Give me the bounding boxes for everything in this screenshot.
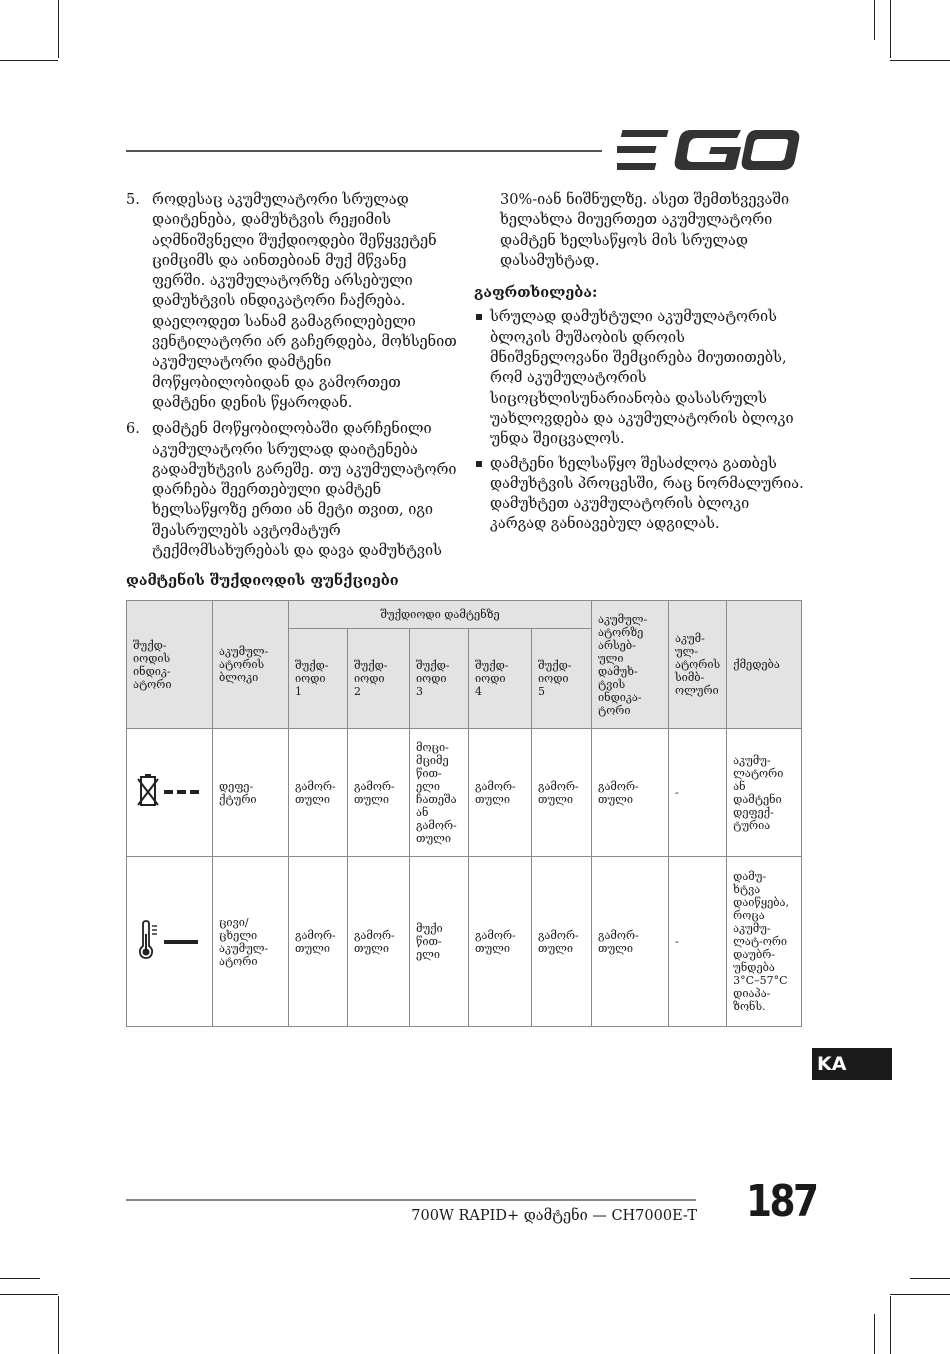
crop-mark	[58, 1296, 59, 1354]
warning-text: სრულად დამუხტული აკუმულატორის ბლოკის მუშაობის დროის მნიშვნელოვანი შემცირება მიუთითებს, რომ აკუმულატორის სიცოცხლისუნარიანობა დასასრულს უახლოვდება და აკუმულატორის ბლოკი უნდა შეიცვალოს.	[490, 309, 794, 448]
list-item	[474, 454, 804, 535]
list-item	[474, 307, 804, 449]
header-led: შუქდ- იოდი 3	[410, 629, 469, 729]
table-cell: გამორ- თული	[348, 857, 410, 1027]
ego-logo	[617, 128, 800, 172]
header-battery-indicator: აკუმულ- ატორზე არსებ- ული დამუხ- ტვის ინდიკა- ტორი	[592, 601, 669, 729]
list-item	[126, 190, 461, 413]
crop-mark	[890, 60, 950, 61]
crop-mark	[890, 1296, 891, 1354]
section-title: დამტენის შუქდიოდის ფუნქციები	[126, 572, 399, 589]
header-rule	[126, 150, 602, 152]
led-functions-table	[126, 600, 802, 1027]
step-text: დამტენ მოწყობილობაში დარჩენილი აკუმულატორი სრულად დაიტენება გადამუხტვის გარეშე. თუ აკუმულატორი დარჩება შეერთებული დამტენ ხელსაწყოზე ერთი ან მეტი თვით, იგი შეასრულებს ავტომატურ ტექმომსახურებას და დავა დამუხტვის	[152, 421, 457, 560]
header-battery-symbol: აკუმ- ულ- ატორის სიმბ- ოლური	[669, 601, 727, 729]
step-text: როდესაც აკუმულატორი სრულად დაიტენება, დამუხტვის რეჟიმის აღმნიშვნელი შუქდიოდები შეწყვეტენ ციმციმს და აინთებიან მუქ მწვანე ფერში. აკუმულატორზე არსებული დამუხტვის ინდიკატორი ჩაქრება. დაელოდეთ სანამ გამაგრილებელი ვენტილატორი არ გაჩერდება, მოხსენით აკუმულატორი დამტენი მოწყობილობიდან და გამორთეთ დამტენი დენის წყაროდან.	[152, 192, 457, 411]
icon-cell	[127, 857, 213, 1027]
table-cell: გამორ- თული	[469, 857, 532, 1027]
crop-mark	[874, 0, 875, 40]
table-row	[127, 729, 802, 857]
footer-rule	[126, 1199, 696, 1201]
header-led: შუქდ- იოდი 2	[348, 629, 410, 729]
table-cell: -	[669, 729, 727, 857]
left-column	[126, 190, 461, 567]
list-item	[126, 419, 461, 561]
table-cell: გამორ- თული	[289, 729, 348, 857]
warning-list	[474, 307, 804, 534]
table-cell: მოცი- მციმე წით- ელი ჩათეშა ან გამორ- თული	[410, 729, 469, 857]
warning-text: დამტენი ხელსაწყო შესაძლოა გათბეს დამუხტვის პროცესში, რაც ნორმალურია. დამუხტეთ აკუმულატორის ბლოკი კარგად განიავებულ ადგილას.	[490, 455, 804, 533]
header-led: შუქდ- იოდი 5	[532, 629, 592, 729]
table-cell: დეფე- ქტური	[213, 729, 289, 857]
crop-mark	[0, 60, 58, 61]
language-badge: KA	[812, 1048, 892, 1080]
table-cell: გამორ- თული	[348, 729, 410, 857]
table-row	[127, 857, 802, 1027]
step-number: 6.	[126, 421, 140, 438]
table-cell: გამორ- თული	[592, 857, 669, 1027]
table-cell: გამორ- თული	[532, 729, 592, 857]
table-cell: გამორ- თული	[469, 729, 532, 857]
header-led: შუქდ- იოდი 4	[469, 629, 532, 729]
bullet-icon	[476, 461, 482, 467]
table-cell: გამორ- თული	[532, 857, 592, 1027]
table-cell: გამორ- თული	[289, 857, 348, 1027]
defective-battery-icon	[136, 773, 204, 809]
crop-mark	[890, 1294, 950, 1295]
table-cell: აკუმუ- ლატორი ან დამტენი დეფექ- ტურია	[727, 729, 802, 857]
header-meaning: ქმედება	[727, 601, 802, 729]
crop-mark	[0, 1278, 40, 1279]
header-led: შუქდ- იოდი 1	[289, 629, 348, 729]
crop-mark	[58, 0, 59, 58]
table-cell: გამორ- თული	[592, 729, 669, 857]
icon-cell	[127, 729, 213, 857]
header-led-group: შუქდიოდი დამტენზე	[289, 601, 592, 629]
crop-mark	[874, 1314, 875, 1354]
header-indicator: შუქდ- იოდის ინდიკ- ატორი	[127, 601, 213, 729]
crop-mark	[0, 1294, 58, 1295]
table-cell: დამუ- ხტვა დაიწყება, როცა აკუმუ- ლატ-ორი დაუბრ- უნდება 3°C–57°C დიაპა- ზონს.	[727, 857, 802, 1027]
header-battery-pack: აკუმულ- ატორის ბლოკი	[213, 601, 289, 729]
thermometer-icon	[136, 920, 204, 960]
page-number: 187	[746, 1176, 817, 1227]
right-column	[474, 190, 804, 539]
step-number: 5.	[126, 192, 140, 208]
warning-title: გაფრთხილება:	[474, 284, 598, 302]
table-cell: -	[669, 857, 727, 1027]
footer-model: 700W RAPID+ დამტენი — CH7000E-T	[411, 1208, 697, 1224]
step-continuation: 30%-იან ნიშნულზე. ასეთ შემთხვევაში ხელახლა მიუერთეთ აკუმულატორი დამტენ ხელსაწყოს მის სრულად დასამუხტად.	[500, 192, 790, 269]
crop-mark	[890, 0, 891, 58]
bullet-icon	[476, 314, 482, 320]
crop-mark	[910, 1278, 950, 1279]
table-cell: მუქი წით- ელი	[410, 857, 469, 1027]
table-cell: ცივი/ ცხელი აკუმულ- ატორი	[213, 857, 289, 1027]
steps-list	[126, 190, 461, 561]
